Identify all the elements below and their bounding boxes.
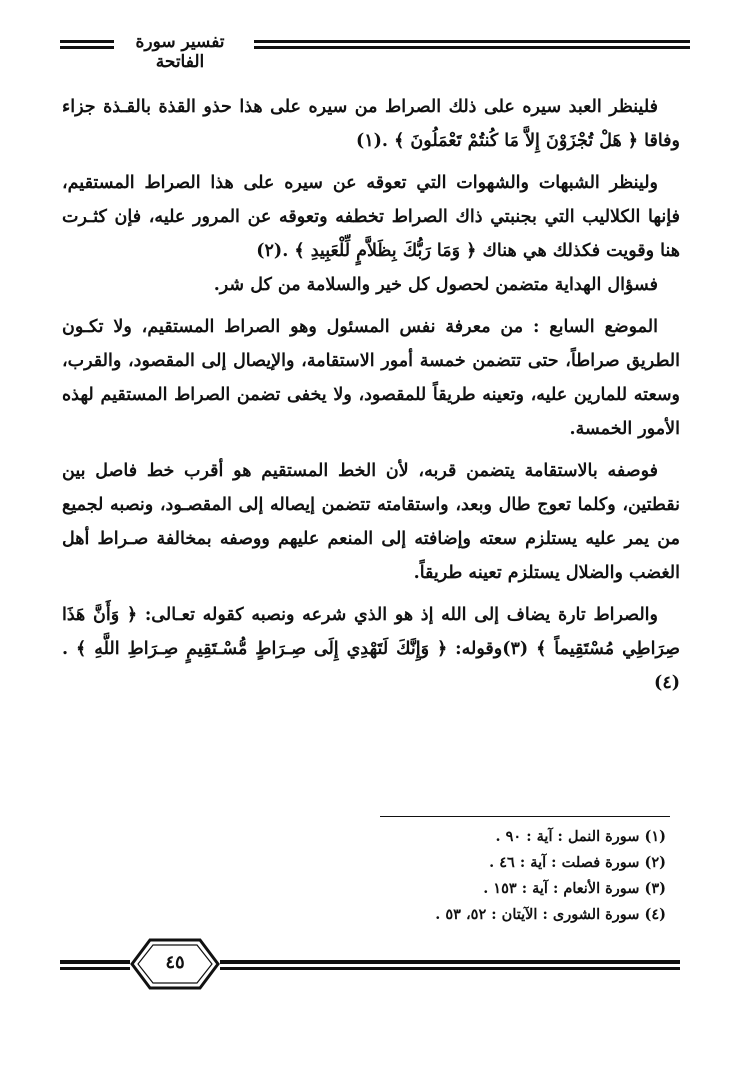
footnote-separator <box>380 816 670 817</box>
header-title: تفسير سورة الفاتحة <box>135 32 225 72</box>
paragraph: الموضع السابع : من معرفة نفس المسئول وهو الصراط المستقيم، ولا تكـون الطريق صراطاً، حتى تتضمن خمسة أمور الاستقامة، والإيصال إلى المقصود، والقرب، وسعته للمارين عليه، وتعينه طريقاً للمقصود، ولا يخفى تضمن الصراط المستقيم لهذه الأمور الخمسة. <box>62 317 680 439</box>
paragraph: والصراط تارة يضاف إلى الله إذ هو الذي شرعه ونصبه كقوله تعـالى: ﴿ وَأَنَّ هَذَا صِرَاطِي مُسْتَقِيماً ﴾ (٣)وقوله: ﴿ وَإِنَّكَ لَتَهْدِي إِلَى صِـرَاطٍ مُّسْـتَقِيمٍ صِـرَاطِ اللَّهِ ﴾ .(٤) <box>62 605 680 693</box>
page-number-badge <box>130 936 220 992</box>
footnote: (٢) سورة فصلت : آية : ٤٦ . <box>489 854 666 871</box>
footer-rule-right <box>220 960 680 970</box>
footnote: (٤) سورة الشورى : الآيتان : ٥٢، ٥٣ . <box>435 906 666 923</box>
footnote: (٣) سورة الأنعام : آية : ١٥٣ . <box>483 880 666 897</box>
paragraph: فسؤال الهداية متضمن لحصول كل خير والسلامة من كل شر. <box>213 275 658 295</box>
main-text <box>62 90 680 700</box>
paragraph: ولينظر الشبهات والشهوات التي تعوقه عن سيره على هذا الصراط المستقيم، فإنها الكلاليب التي بجنبتي ذاك الصراط تخطفه وتعوقه عن المرور عليه، فإن كثـرت هنا وقويت فكذلك هي هناك ﴿ وَمَا رَبُّكَ بِظَلاَّمٍ لِّلْعَبِيدِ ﴾ .(٢) <box>62 173 680 261</box>
footnotes <box>300 824 666 928</box>
footer-rule-left <box>60 960 130 970</box>
header-rule-right <box>254 40 690 49</box>
footnote: (١) سورة النمل : آية : ٩٠ . <box>495 828 666 845</box>
page-number: ٤٥ <box>165 952 185 973</box>
running-header <box>52 30 690 72</box>
page-footer <box>60 930 680 1000</box>
paragraph: فوصفه بالاستقامة يتضمن قربه، لأن الخط المستقيم هو أقرب خط فاصل بين نقطتين، وكلما تعوج طال وبعد، واستقامته تتضمن إيصاله إلى المقصـود، ونصبه لجميع من يمر عليه يستلزم سعته وإضافته إلى المنعم عليهم ووصفه بمخالفة صـراط أهل الغضب والضلال يستلزم تعينه طريقاً. <box>62 461 680 583</box>
header-rule-left <box>60 40 114 49</box>
paragraph: فلينظر العبد سيره على ذلك الصراط من سيره على هذا حذو القذة بالقـذة جزاء وفاقا ﴿ هَلْ تُجْزَوْنَ إِلاَّ مَا كُنتُمْ تَعْمَلُونَ ﴾ .(١) <box>62 97 680 151</box>
